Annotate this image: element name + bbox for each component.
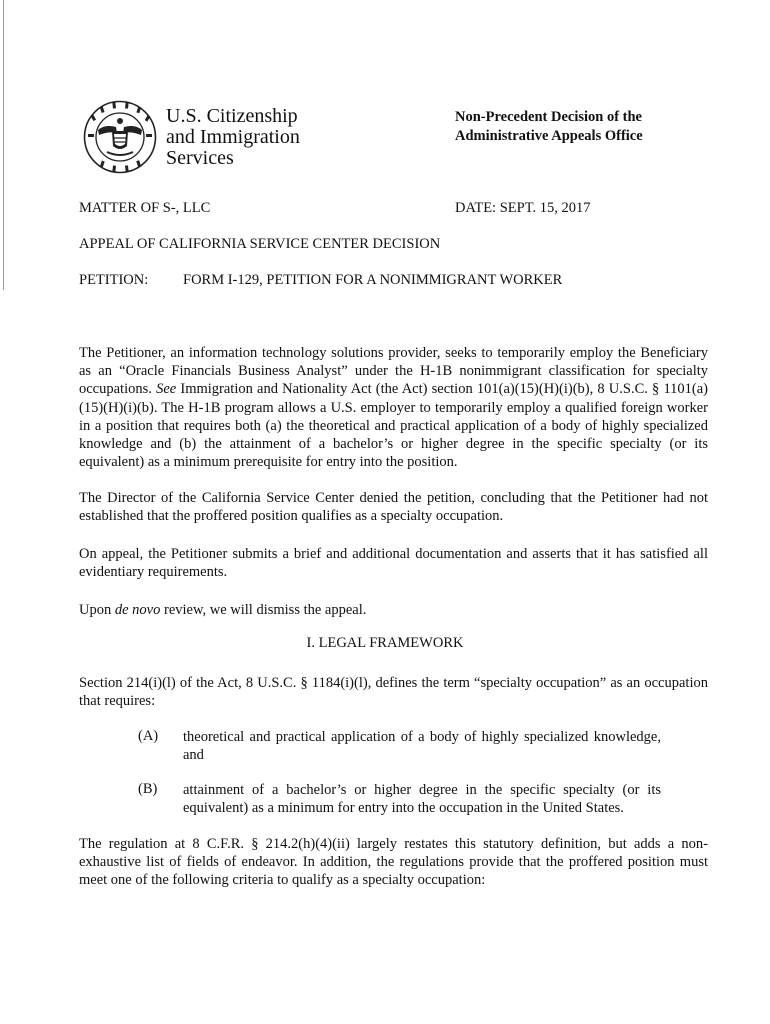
list-item-label: (B) <box>138 781 158 797</box>
agency-name-line: Services <box>166 147 234 169</box>
paragraph-statute: Section 214(i)(l) of the Act, 8 U.S.C. § 1184(i)(l), defines the term “specialty occupation” as an occupation that requires: <box>79 675 708 710</box>
agency-name-line: and Immigration <box>166 126 300 148</box>
paragraph-intro <box>79 344 708 471</box>
paragraph-director-decision: The Director of the California Service Center denied the petition, concluding that the Petitioner had not established that the proffered position qualifies as a specialty occupation. <box>79 490 708 525</box>
dhs-seal-icon <box>83 100 157 174</box>
agency-name-line: U.S. Citizenship <box>166 105 298 127</box>
text-run: Immigration and Nationality Act (the Act) section 101(a)(15)(H)(i)(b), 8 U.S.C. § 1101(a)(15)(H)(i)(b). The H-1B program allows a U.S. employer to temporarily employ a qualified foreign worker in a position that requires both (a) the theoretical and practical application of a body of highly specialized knowledge and (b) the attainment of a bachelor’s or higher degree in the specific specialty (or its equivalent) as a minimum prerequisite for entry into the position. <box>79 381 709 471</box>
paragraph-regulation: The regulation at 8 C.F.R. § 214.2(h)(4)(ii) largely restates this statutory definition, but adds a non-exhaustive list of fields of endeavor. In addition, the regulations provide that the proffered position must meet one of the following criteria to qualify as a specialty occupation: <box>79 836 708 889</box>
agency-name <box>166 106 300 169</box>
text-run: The Petitioner, an information technology solutions provider, seeks to temporarily employ the Beneficiary as an “Oracle Financials Business Analyst” under the H-1B nonimmigrant classification for specialty occupations. <box>79 345 708 398</box>
decision-type-line: Non-Precedent Decision of the <box>455 109 642 125</box>
petition-value: FORM I-129, PETITION FOR A NONIMMIGRANT WORKER <box>183 272 563 288</box>
latin-term: de novo <box>114 602 161 618</box>
petition-label: PETITION: <box>79 272 149 288</box>
list-item-text: attainment of a bachelor’s or higher degree in the specific specialty (or its equivalent) as a minimum for entry into the occupation in the United States. <box>183 782 661 817</box>
paragraph-appeal: On appeal, the Petitioner submits a brief and additional documentation and asserts that it has satisfied all evidentiary requirements. <box>79 546 708 581</box>
citation-signal: See <box>156 381 177 398</box>
decision-type <box>455 108 643 146</box>
text-run: review, we will dismiss the appeal. <box>163 602 367 618</box>
list-item-text: theoretical and practical application of a body of highly specialized knowledge, and <box>183 729 661 764</box>
decision-date: DATE: SEPT. 15, 2017 <box>455 200 591 216</box>
paragraph-review <box>79 601 708 619</box>
scan-edge-line <box>3 0 4 290</box>
matter-name: MATTER OF S-, LLC <box>79 200 211 216</box>
text-run: Upon <box>79 602 112 618</box>
appeal-title: APPEAL OF CALIFORNIA SERVICE CENTER DECISION <box>79 236 441 252</box>
decision-type-line: Administrative Appeals Office <box>455 128 643 144</box>
section-heading: I. LEGAL FRAMEWORK <box>306 635 464 651</box>
list-item-label: (A) <box>138 728 159 744</box>
